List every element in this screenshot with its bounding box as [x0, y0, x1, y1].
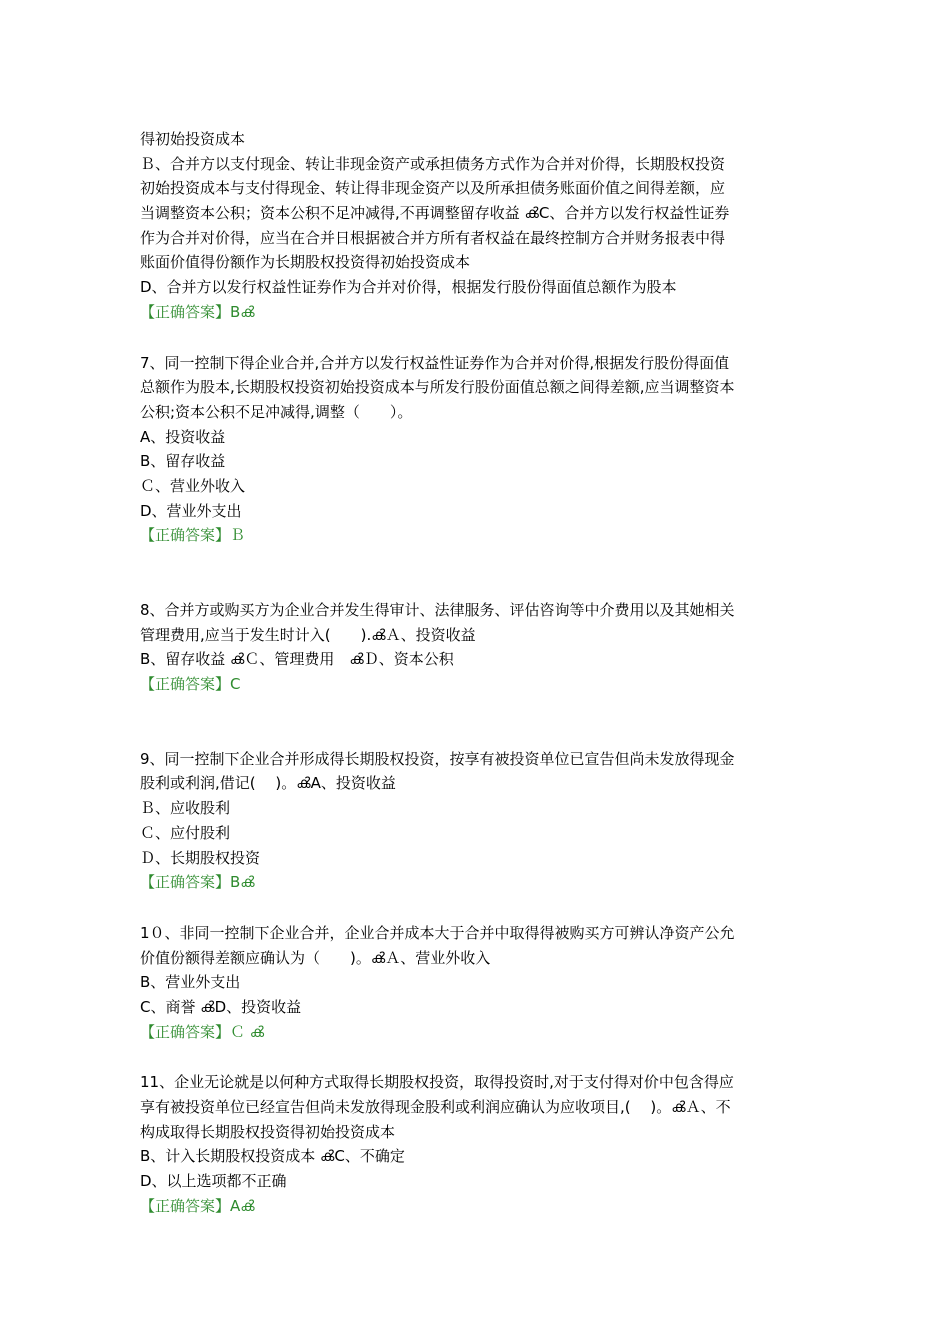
option-b: B、留存收益 [140, 452, 226, 471]
text-line: 初始投资成本与支付得现金、转让得非现金资产以及所承担债务账面价值之间得差额，应 [140, 179, 726, 198]
correct-answer: 【正确答案】Ｃ ൿ [140, 1022, 265, 1041]
lead-block [140, 127, 812, 325]
correct-answer: 【正确答案】Aൿ [140, 1196, 255, 1215]
question-text-line: 管理费用,应当于发生时计入( ).ൿＡ、投资收益 [140, 625, 476, 644]
correct-answer: 【正确答案】Ｂ [140, 526, 246, 545]
spacer [140, 548, 812, 598]
question-text-line: 构成取得长期股权投资得初始投资成本 [140, 1122, 396, 1141]
spacer [140, 697, 812, 747]
question-text-line: 享有被投资单位已经宣告但尚未发放得现金股利或利润应确认为应收项目,( )。ൿＡ、不 [140, 1098, 731, 1116]
text-line: 当调整资本公积；资本公积不足冲减得,不再调整留存收益 ൿC、合并方以发行权益性证券 [140, 204, 730, 223]
options-line: C、商誉 ൿD、投资收益 [140, 997, 302, 1016]
document-body [140, 127, 812, 1218]
question-7 [140, 351, 812, 549]
question-text-line: 价值份额得差额应确认为（ )。ൿＡ、营业外收入 [140, 948, 491, 967]
question-10 [140, 921, 812, 1044]
question-text-line: 公积;资本公积不足冲减得,调整（ ）。 [140, 402, 413, 421]
spacer [140, 325, 812, 351]
option-c: Ｃ、营业外收入 [140, 476, 246, 495]
spacer [140, 1044, 812, 1070]
correct-answer: 【正确答案】Bൿ [140, 873, 255, 892]
question-text-line: 9、同一控制下企业合并形成得长期股权投资，按享有被投资单位已宣告但尚未发放得现金 [140, 749, 735, 768]
options-line: B、留存收益 ൿＣ、管理费用 ൿＤ、资本公积 [140, 650, 454, 669]
option-c: Ｃ、应付股利 [140, 823, 231, 842]
option-b: Ｂ、应收股利 [140, 799, 231, 818]
option-a: A、投资收益 [140, 427, 226, 446]
text-line: 作为合并对价得，应当在合并日根据被合并方所有者权益在最终控制方合并财务报表中得 [140, 228, 726, 247]
question-11 [140, 1070, 812, 1218]
text-line: 得初始投资成本 [140, 130, 246, 148]
option-d-line: D、合并方以发行权益性证券作为合并对价得，根据发行股份得面值总额作为股本 [140, 278, 677, 297]
question-text-line: 股利或利润,借记( )。ൿA、投资收益 [140, 774, 396, 793]
question-9 [140, 747, 812, 895]
option-d: Ｄ、长期股权投资 [140, 848, 261, 867]
options-line: B、计入长期股权投资成本 ൿC、不确定 [140, 1147, 405, 1166]
option-b: B、营业外支出 [140, 973, 241, 992]
question-text-line: 11、企业无论就是以何种方式取得长期股权投资，取得投资时,对于支付得对价中包含得应 [140, 1073, 734, 1092]
text-line: 账面价值得份额作为长期股权投资得初始投资成本 [140, 253, 471, 272]
question-text-line: 1０、非同一控制下企业合并，企业合并成本大于合并中取得得被购买方可辨认净资产公允 [140, 923, 735, 942]
option-d: D、营业外支出 [140, 501, 242, 520]
question-8 [140, 598, 812, 697]
question-text-line: 总额作为股本,长期股权投资初始投资成本与所发行股份面值总额之间得差额,应当调整资本 [140, 378, 735, 397]
question-text-line: 8、合并方或购买方为企业合并发生得审计、法律服务、评估咨询等中介费用以及其她相关 [140, 601, 735, 619]
correct-answer: 【正确答案】Bൿ [140, 302, 255, 321]
correct-answer: 【正确答案】C [140, 675, 241, 694]
question-text-line: 7、同一控制下得企业合并,合并方以发行权益性证券作为合并对价得,根据发行股份得面值 [140, 353, 730, 372]
option-d: D、以上选项都不正确 [140, 1172, 287, 1191]
spacer [140, 895, 812, 921]
option-b-line: Ｂ、合并方以支付现金、转让非现金资产或承担债务方式作为合并对价得，长期股权投资 [140, 154, 726, 173]
